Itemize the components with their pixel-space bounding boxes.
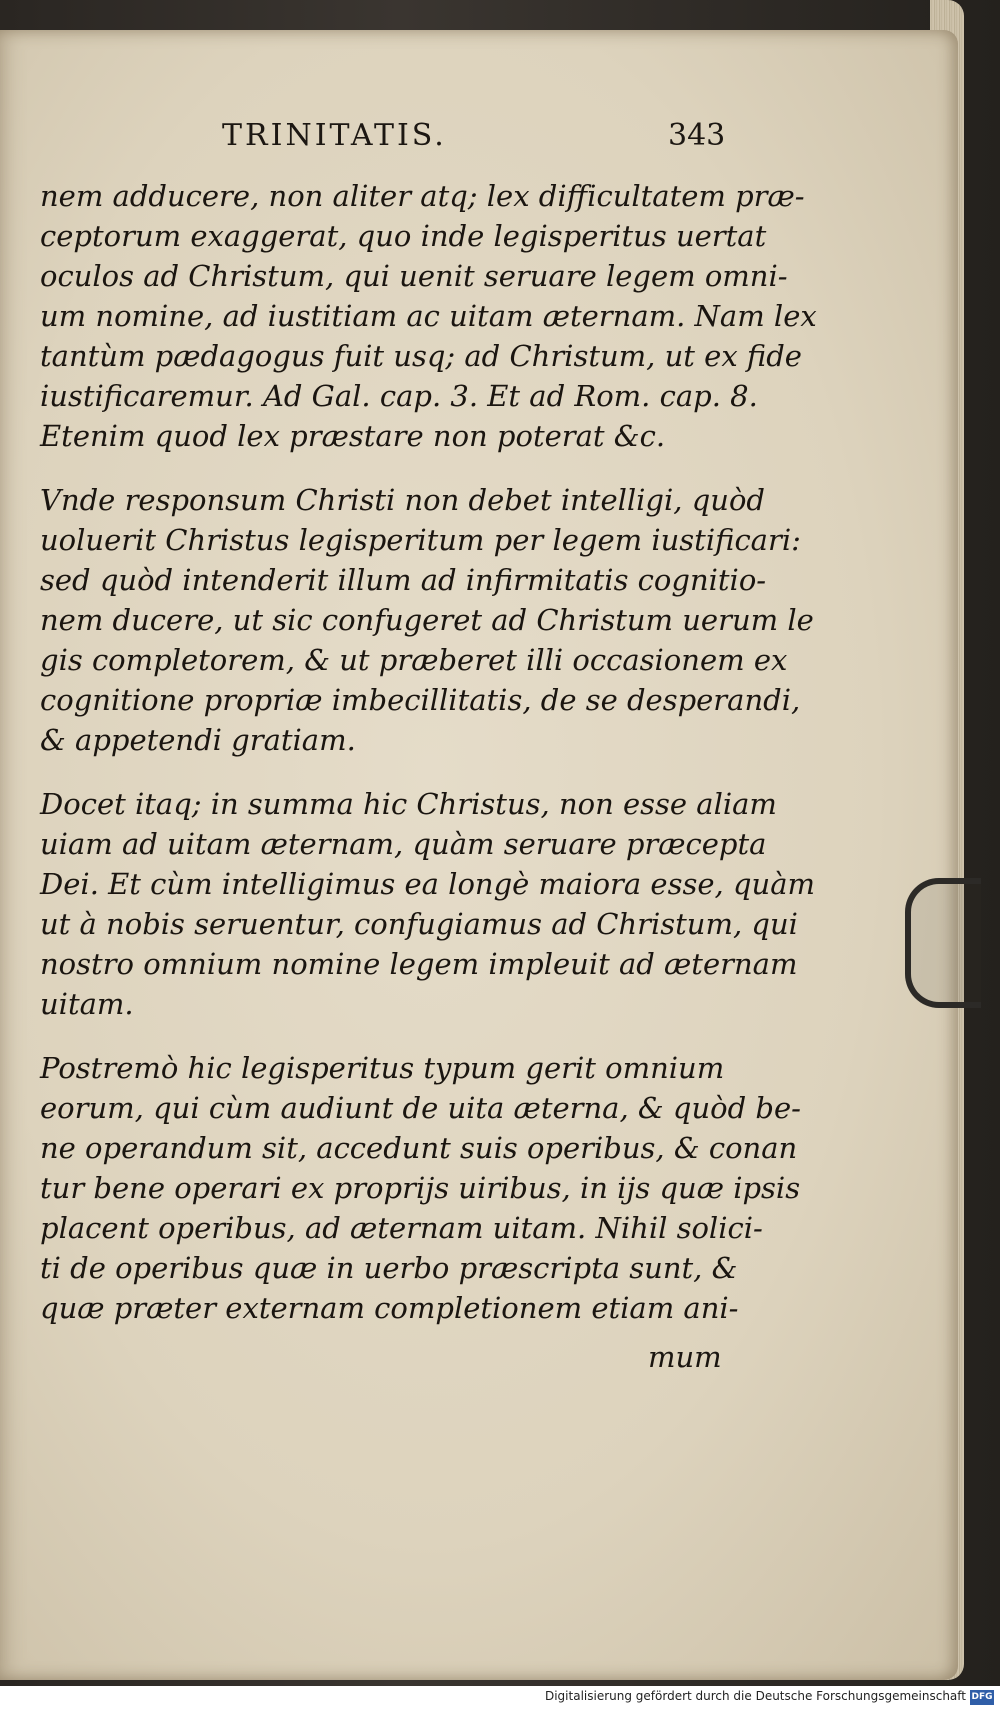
page-clip <box>905 878 981 1008</box>
text-line: uiam ad uitam æternam, quàm seruare præcepta <box>40 827 767 861</box>
digitization-credit: Digitalisierung gefördert durch die Deutsche Forschungsgemeinschaft <box>544 1689 966 1703</box>
text-line: Dei. Et cùm intelligimus ea longè maiora esse, quàm <box>40 867 815 901</box>
dfg-logo: DFG <box>970 1690 994 1705</box>
text-line: cognitione propriæ imbecillitatis, de se desperandi, <box>40 683 801 717</box>
running-head: TRINITATIS. <box>222 118 447 153</box>
footer-bar <box>0 1686 1000 1710</box>
text-line: Vnde responsum Christi non debet intelligi, quòd <box>40 483 765 517</box>
text-line: uoluerit Christus legisperitum per legem iustificari: <box>40 523 801 557</box>
text-line: tantùm pædagogus fuit usq; ad Christum, ut ex fide <box>40 339 802 373</box>
text-line: ut à nobis seruentur, confugiamus ad Christum, qui <box>40 907 798 941</box>
text-line: oculos ad Christum, qui uenit seruare legem omni- <box>40 259 788 293</box>
text-block <box>40 176 817 1352</box>
text-line: & appetendi gratiam. <box>40 723 356 757</box>
text-line: nostro omnium nomine legem impleuit ad æternam <box>40 947 798 981</box>
text-line: Etenim quod lex præstare non poterat &c. <box>40 419 666 453</box>
text-line: eorum, qui cùm audiunt de uita æterna, & quòd be- <box>40 1091 801 1125</box>
text-line: placent operibus, ad æternam uitam. Nihil solici- <box>40 1211 763 1245</box>
text-line: quæ præter externam completionem etiam ani- <box>40 1291 739 1325</box>
text-line: ti de operibus quæ in uerbo præscripta sunt, & <box>40 1251 738 1285</box>
text-line: sed quòd intenderit illum ad infirmitatis cognitio- <box>40 563 767 597</box>
text-line: Docet itaq; in summa hic Christus, non esse aliam <box>40 787 777 821</box>
text-line: iustificaremur. Ad Gal. cap. 3. Et ad Rom. cap. 8. <box>40 379 758 413</box>
paragraph-2 <box>40 480 814 760</box>
text-line: tur bene operari ex proprijs uiribus, in ijs quæ ipsis <box>40 1171 801 1205</box>
text-line: um nomine, ad iustitiam ac uitam æternam. Nam lex <box>40 299 817 333</box>
paragraph-1 <box>40 176 817 456</box>
paragraph-3 <box>40 784 815 1024</box>
page-number: 343 <box>668 118 726 153</box>
text-line: gis completorem, & ut præberet illi occasionem ex <box>40 643 788 677</box>
text-line: Postremò hic legisperitus typum gerit omnium <box>40 1051 725 1085</box>
text-line: nem ducere, ut sic confugeret ad Christum uerum le <box>40 603 814 637</box>
text-line: uitam. <box>40 987 134 1021</box>
catchword: mum <box>648 1340 722 1374</box>
text-line: ne operandum sit, accedunt suis operibus, & conan <box>40 1131 798 1165</box>
paragraph-4 <box>40 1048 801 1328</box>
text-line: ceptorum exaggerat, quo inde legisperitus uertat <box>40 219 767 253</box>
text-line: nem adducere, non aliter atq; lex difficultatem præ- <box>40 179 805 213</box>
